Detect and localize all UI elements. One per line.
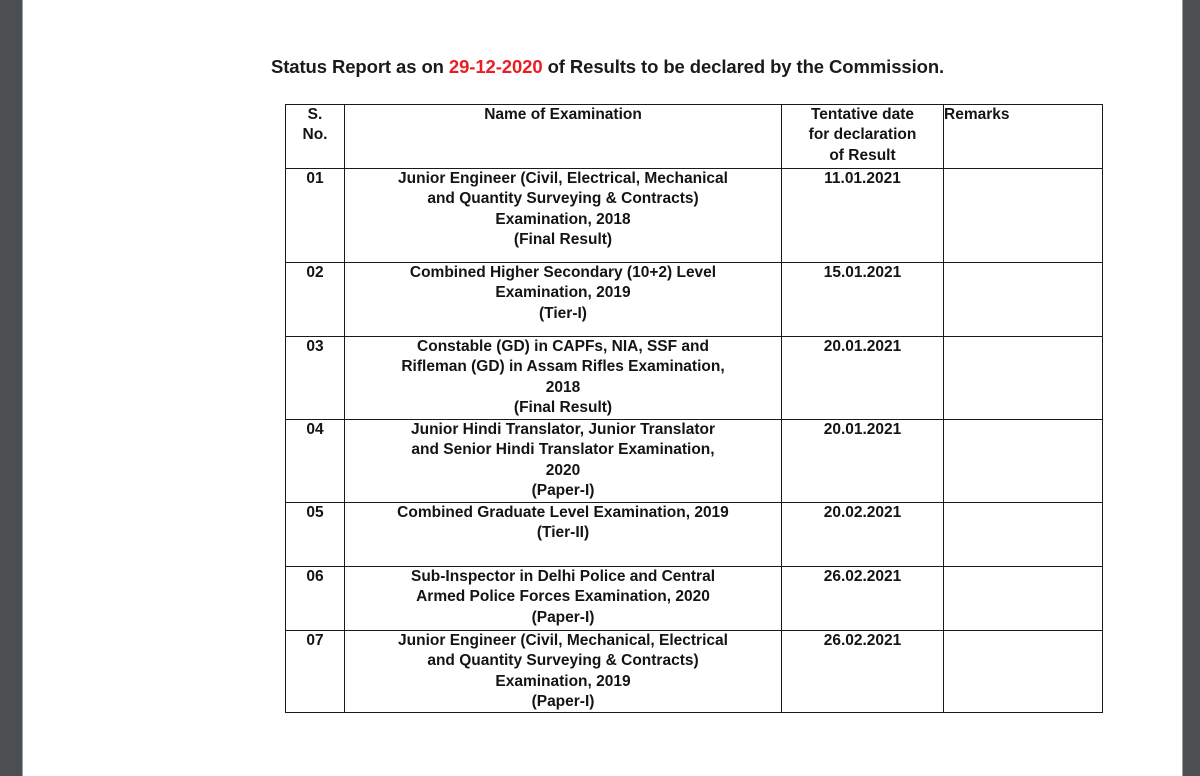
- row-exam-name-line: 2020: [545, 461, 581, 479]
- row-exam-name-line: (Paper-I): [531, 482, 595, 500]
- row-exam-name-line: (Paper-I): [531, 692, 595, 710]
- row-exam-name-line: Armed Police Forces Examination, 2020: [416, 588, 710, 606]
- row-remarks: [944, 169, 1103, 263]
- row-serial-number: 04: [286, 419, 345, 502]
- table-row: [286, 419, 1103, 502]
- row-remarks: [944, 502, 1103, 566]
- column-header-serial-number-line1: S.: [307, 106, 323, 123]
- row-tentative-date: 20.01.2021: [782, 419, 944, 502]
- column-header-tentative-date: [782, 105, 944, 169]
- row-serial-number: 05: [286, 502, 345, 566]
- row-exam-name: [345, 263, 782, 337]
- row-exam-name-line: (Tier-I): [539, 304, 587, 322]
- row-tentative-date: 11.01.2021: [782, 169, 944, 263]
- table-row: [286, 337, 1103, 420]
- row-exam-name-line: Examination, 2019: [495, 284, 631, 302]
- table-row: [286, 502, 1103, 566]
- row-serial-number: 07: [286, 630, 345, 713]
- page-title: [271, 56, 944, 78]
- column-header-serial-number: [286, 105, 345, 169]
- row-serial-number: 06: [286, 566, 345, 630]
- row-exam-name: [345, 337, 782, 420]
- report-heading-prefix: Status Report as on: [271, 56, 449, 77]
- document-page: [22, 0, 1183, 776]
- row-exam-name-line: (Final Result): [513, 399, 613, 417]
- row-exam-name-line: Combined Higher Secondary (10+2) Level: [409, 264, 717, 281]
- column-header-serial-number-line2: No.: [302, 126, 328, 144]
- table-row: [286, 630, 1103, 713]
- row-exam-name-line: Examination, 2019: [495, 672, 631, 690]
- row-exam-name-line: (Tier-II): [536, 524, 590, 542]
- row-exam-name: [345, 630, 782, 713]
- table-row: [286, 263, 1103, 337]
- table-header-row: [286, 105, 1103, 169]
- row-exam-name-line: and Quantity Surveying & Contracts): [427, 190, 699, 208]
- row-remarks: [944, 419, 1103, 502]
- viewer-left-gutter: [0, 0, 22, 776]
- row-tentative-date: 15.01.2021: [782, 263, 944, 337]
- row-exam-name-line: Constable (GD) in CAPFs, NIA, SSF and: [417, 338, 709, 355]
- report-heading-date: 29-12-2020: [448, 56, 543, 77]
- row-exam-name-line: Combined Graduate Level Examination, 2019: [397, 503, 729, 521]
- row-remarks: [944, 337, 1103, 420]
- row-serial-number: 02: [286, 263, 345, 337]
- row-exam-name-line: (Final Result): [513, 231, 613, 249]
- row-tentative-date: 26.02.2021: [782, 630, 944, 713]
- row-exam-name: [345, 169, 782, 263]
- row-remarks: [944, 630, 1103, 713]
- row-exam-name-line: Rifleman (GD) in Assam Rifles Examination,: [401, 358, 725, 376]
- column-header-tentative-date-line3: of Result: [829, 146, 896, 164]
- row-exam-name-line: and Quantity Surveying & Contracts): [427, 652, 699, 670]
- row-exam-name-line: 2018: [545, 378, 581, 396]
- report-heading-suffix: of Results to be declared by the Commission.: [542, 56, 945, 77]
- row-exam-name-line: Junior Hindi Translator, Junior Translator: [410, 420, 716, 438]
- row-exam-name-line: Junior Engineer (Civil, Electrical, Mechanical: [398, 170, 728, 187]
- column-header-tentative-date-line1: Tentative date: [810, 106, 915, 123]
- table-row: [286, 566, 1103, 630]
- row-serial-number: 03: [286, 337, 345, 420]
- row-exam-name-line: and Senior Hindi Translator Examination,: [411, 441, 715, 459]
- row-remarks: [944, 566, 1103, 630]
- row-exam-name-line: Junior Engineer (Civil, Mechanical, Electrical: [398, 631, 728, 649]
- column-header-tentative-date-line2: for declaration: [808, 126, 917, 144]
- row-exam-name: [345, 419, 782, 502]
- row-exam-name-line: (Paper-I): [531, 608, 595, 626]
- row-serial-number: 01: [286, 169, 345, 263]
- row-remarks: [944, 263, 1103, 337]
- status-report-table: [285, 104, 1103, 713]
- row-exam-name-line: Examination, 2018: [495, 210, 631, 228]
- table-row: [286, 169, 1103, 263]
- row-exam-name: [345, 502, 782, 566]
- viewer-right-gutter: [1183, 0, 1200, 776]
- row-exam-name: [345, 566, 782, 630]
- column-header-name-of-examination: Name of Examination: [345, 105, 782, 169]
- row-tentative-date: 20.01.2021: [782, 337, 944, 420]
- row-exam-name-line: Sub-Inspector in Delhi Police and Central: [410, 567, 716, 585]
- row-tentative-date: 26.02.2021: [782, 566, 944, 630]
- row-tentative-date: 20.02.2021: [782, 502, 944, 566]
- column-header-remarks: Remarks: [944, 105, 1103, 169]
